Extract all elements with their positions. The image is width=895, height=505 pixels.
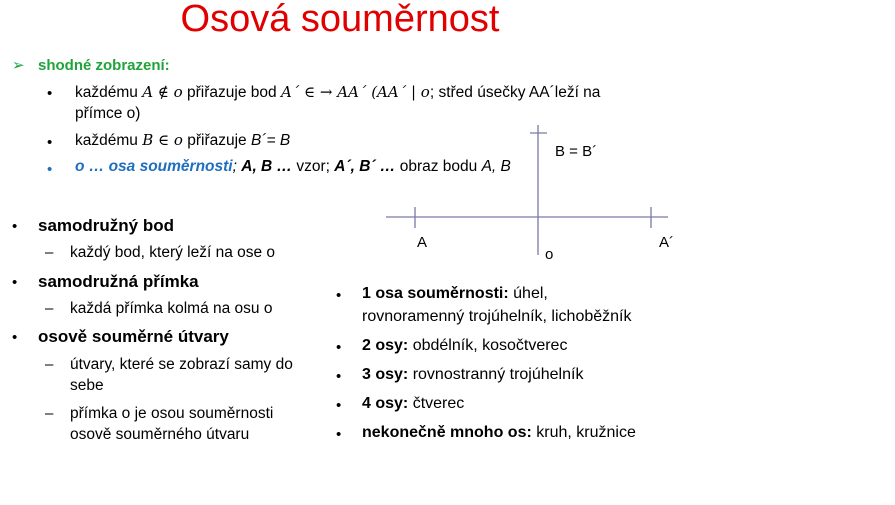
label-o: o [545, 246, 554, 263]
bullet-icon: • [336, 287, 342, 304]
text: vzor; [292, 158, 335, 175]
text: kruh, kružnice [531, 424, 636, 441]
bullet-icon: • [47, 161, 53, 178]
text: každému [75, 132, 143, 149]
bullet-icon: • [12, 274, 18, 291]
math-a-not-in-o: A ∉ o [142, 83, 183, 101]
definition-line-1-cont: přímce o) [75, 105, 141, 122]
label: nekonečně mnoho os: [362, 424, 532, 441]
text: každému [75, 84, 143, 101]
bullet-icon: • [47, 85, 53, 102]
list-item-samodruzna-primka: samodružná přímka [38, 272, 199, 291]
label: 4 osy: [362, 395, 409, 412]
vzor-label: A, B … [241, 158, 293, 175]
list-subitem-cont: osově souměrného útvaru [70, 426, 250, 443]
text: ; [232, 158, 242, 175]
list-subitem: přímka o je osou souměrnosti [70, 405, 274, 422]
list-item-1-osa-cont: rovnoramenný trojúhelník, lichoběžník [362, 308, 632, 325]
list-item-1-osa [362, 285, 548, 303]
dash-icon: – [45, 405, 54, 422]
bullet-icon: • [336, 339, 342, 356]
label: 2 osy: [362, 337, 409, 354]
bullet-icon: • [336, 368, 342, 385]
bullet-icon: • [12, 218, 18, 235]
list-item-osove-soumerne-utvary: osově souměrné útvary [38, 327, 229, 346]
label-a: A [417, 234, 428, 251]
text: rovnostranný trojúhelník [408, 366, 584, 383]
label: 3 osy: [362, 366, 409, 383]
list-subitem: každý bod, který leží na ose o [70, 244, 276, 261]
bullet-icon: • [12, 329, 18, 346]
text: úhel, [508, 285, 548, 302]
math-a-prime: A´ ∈ → AA´ (AA´ | o [280, 83, 430, 101]
heading-shodne-zobrazeni: shodné zobrazení: [38, 57, 170, 74]
obraz-label: A´, B´ … [334, 158, 396, 175]
math-b-in-o: B ∈ o [142, 131, 183, 149]
bullet-icon: • [47, 134, 53, 151]
text: obdélník, kosočtverec [408, 337, 568, 354]
text: čtverec [408, 395, 465, 412]
bullet-icon: • [336, 426, 342, 443]
definition-line-2 [75, 131, 290, 150]
text: obraz bodu [395, 158, 482, 175]
list-item-samodruzny-bod: samodružný bod [38, 216, 175, 235]
dash-icon: – [45, 356, 54, 373]
dash-icon: – [45, 300, 54, 317]
bullet-icon: • [336, 397, 342, 414]
list-item-4-osy [362, 395, 464, 413]
label: 1 osa souměrnosti: [362, 285, 509, 302]
arrow-right-icon: ➢ [12, 57, 25, 74]
text: ; střed úsečky AA´leží na [429, 84, 601, 101]
list-item-nekonecne [362, 424, 636, 442]
list-item-2-osy [362, 337, 567, 355]
definition-line-1 [75, 83, 600, 102]
text: přiřazuje [182, 132, 251, 149]
dash-icon: – [45, 244, 54, 261]
list-subitem: útvary, které se zobrazí samy do [70, 356, 293, 373]
list-subitem-cont: sebe [70, 377, 104, 394]
text: A, B [481, 158, 511, 175]
label-a-prime: A´ [659, 234, 674, 251]
list-item-3-osy [362, 366, 583, 384]
axis-definition: o … osa souměrnosti [75, 158, 233, 175]
list-subitem: každá přímka kolmá na osu o [70, 300, 273, 317]
page-title: Osová souměrnost [180, 0, 500, 40]
b-equals-b-prime: B´= B [250, 132, 291, 149]
label-b-equals-b-prime: B = B´ [555, 143, 598, 160]
text: přiřazuje bod [182, 84, 281, 101]
